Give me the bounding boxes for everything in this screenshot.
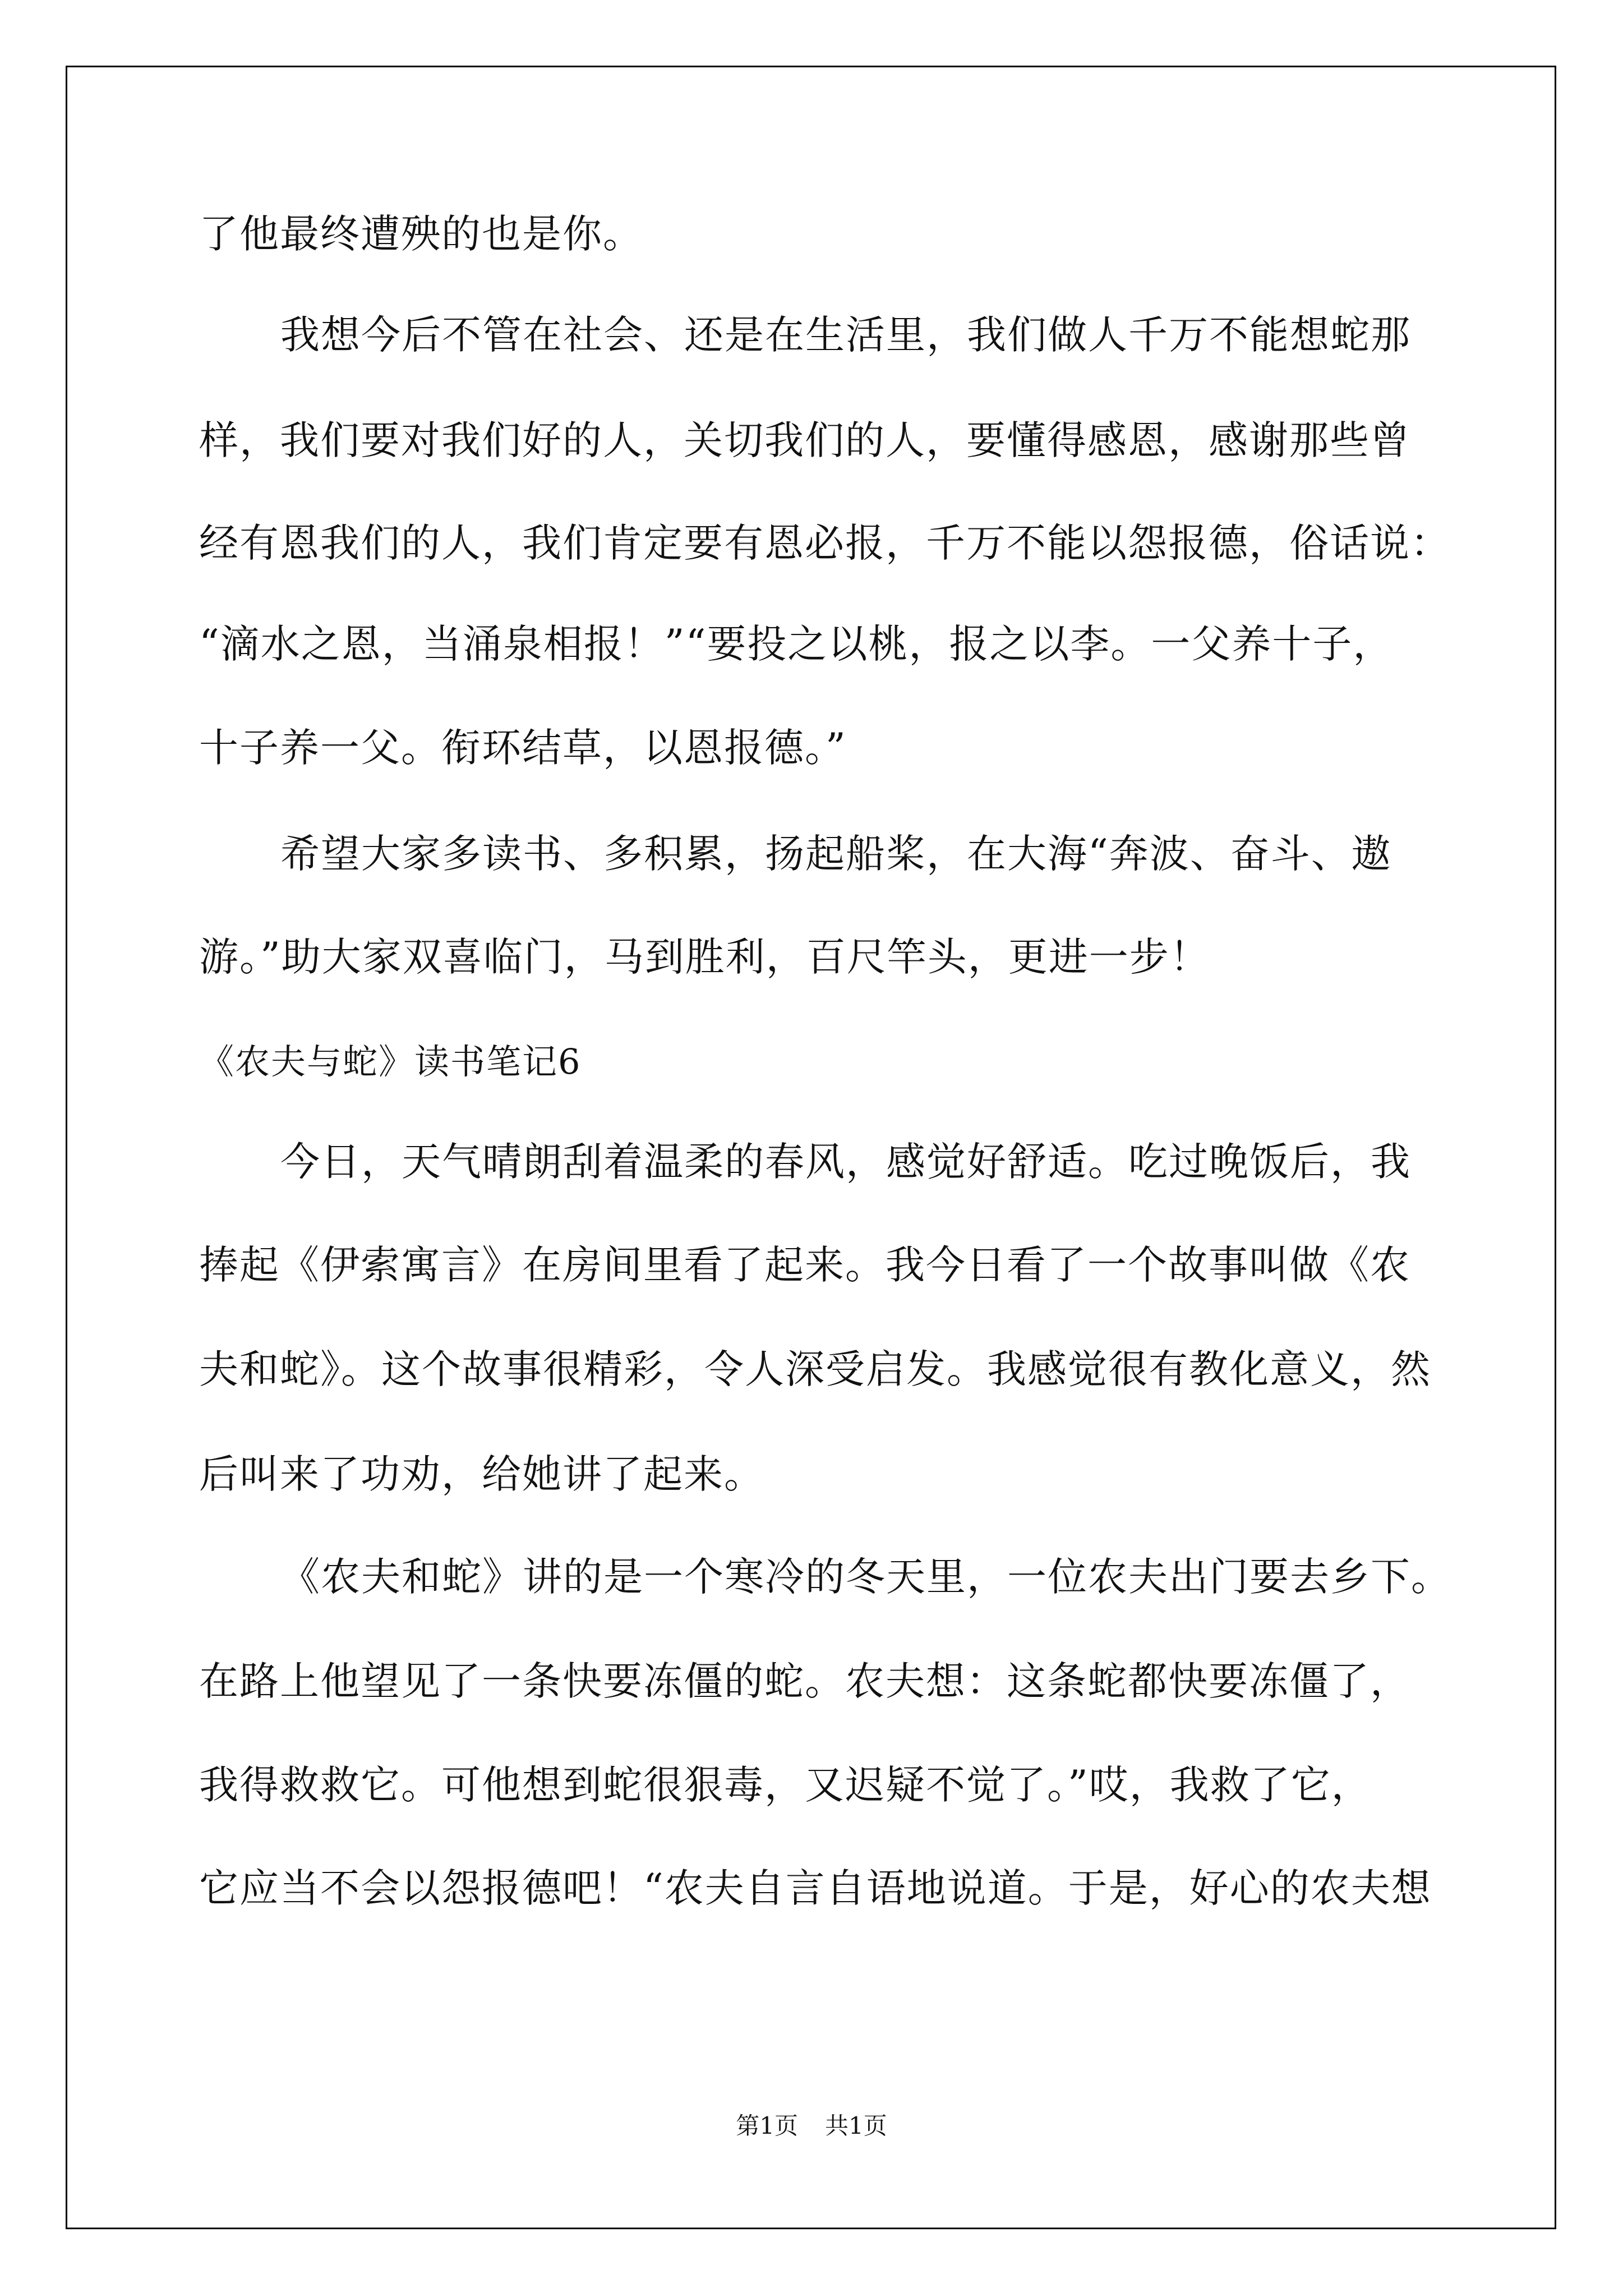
text-line-15: 在路上他望见了一条快要冻僵的蛇。农夫想：这条蛇都快要冻僵了， bbox=[199, 1658, 1410, 1704]
text-line-5: “滴水之恩，当涌泉相报！”“要投之以桃，报之以李。一父养十子， bbox=[199, 621, 1394, 667]
text-line-7: 希望大家多读书、多积累，扬起船桨，在大海“奔波、奋斗、遨 bbox=[280, 831, 1392, 877]
text-line-6: 十子养一父。衔环结草，以恩报德。” bbox=[199, 725, 847, 771]
page-number: 第1页 bbox=[736, 2112, 798, 2139]
page-total: 共1页 bbox=[825, 2112, 887, 2139]
text-line-11: 捧起《伊索寓言》在房间里看了起来。我今日看了一个故事叫做《农 bbox=[199, 1242, 1410, 1288]
text-line-14: 《农夫和蛇》讲的是一个寒冷的冬天里，一位农夫出门要去乡下。 bbox=[280, 1554, 1451, 1600]
text-line-2: 我想今后不管在社会、还是在生活里，我们做人千万不能想蛇那 bbox=[280, 312, 1411, 358]
section-heading: 《农夫与蛇》读书笔记6 bbox=[199, 1041, 582, 1082]
text-line-16: 我得救救它。可他想到蛇很狠毒，又迟疑不觉了。”哎，我救了它， bbox=[199, 1762, 1372, 1808]
text-line-10: 今日，天气晴朗刮着温柔的春风，感觉好舒适。吃过晚饭后，我 bbox=[280, 1139, 1411, 1185]
text-line-13: 后叫来了功劝，给她讲了起来。 bbox=[199, 1451, 764, 1497]
text-line-3: 样，我们要对我们好的人，关切我们的人，要懂得感恩，感谢那些曾 bbox=[199, 417, 1410, 463]
text-line-17: 它应当不会以怨报德吧！“农夫自言自语地说道。于是，好心的农夫想 bbox=[199, 1865, 1432, 1911]
text-line-8: 游。”助大家双喜临门，马到胜利，百尺竿头，更进一步！ bbox=[199, 934, 1210, 980]
text-line-4: 经有恩我们的人，我们肯定要有恩必报，千万不能以怨报德，俗话说： bbox=[199, 520, 1451, 566]
text-line-12: 夫和蛇》。这个故事很精彩，令人深受启发。我感觉很有教化意义，然 bbox=[199, 1346, 1431, 1392]
text-line-1: 了他最终遭殃的也是你。 bbox=[199, 211, 643, 257]
page-footer bbox=[0, 2110, 1623, 2142]
